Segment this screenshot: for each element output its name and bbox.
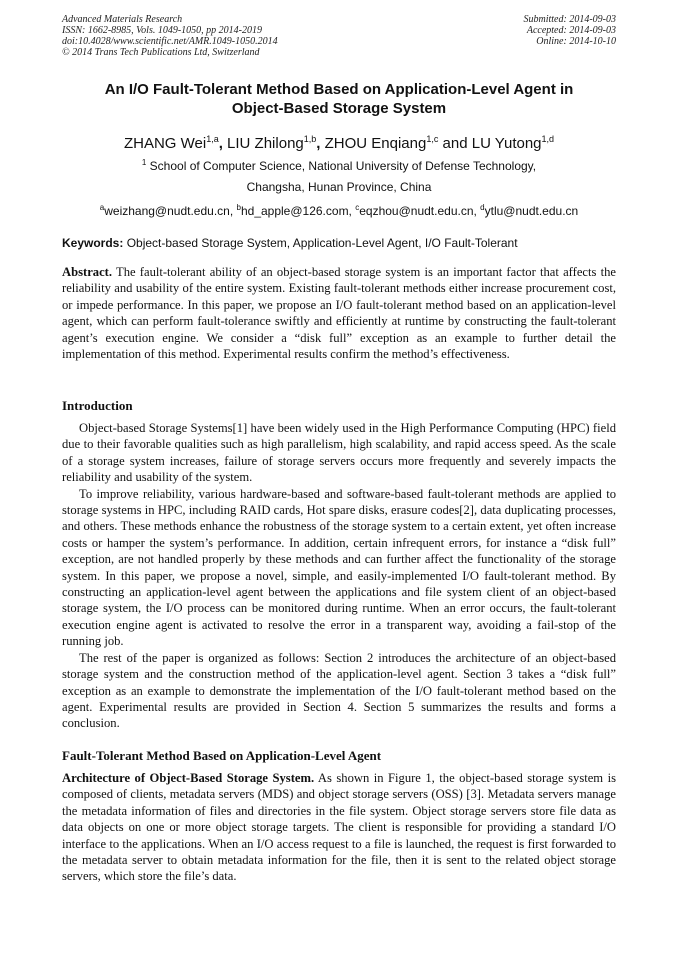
- keywords-text: Object-based Storage System, Application-Level Agent, I/O Fault-Tolerant: [123, 236, 518, 250]
- author-affiliation-mark: 1,a: [206, 134, 219, 144]
- paper-title: [62, 80, 616, 118]
- author-separator: ,: [316, 135, 325, 152]
- keywords-label: Keywords:: [62, 236, 124, 250]
- author-emails: [62, 201, 616, 218]
- submitted-date: Submitted: 2014-09-03: [523, 14, 616, 25]
- journal-name: Advanced Materials Research: [62, 14, 183, 25]
- online-date: Online: 2014-10-10: [536, 36, 616, 47]
- method-body: [62, 770, 616, 885]
- title-line-1: An I/O Fault-Tolerant Method Based on Application-Level Agent in: [104, 81, 574, 98]
- author-affiliation-mark: 1,b: [303, 134, 317, 144]
- introduction-heading: Introduction: [62, 398, 133, 413]
- affiliation-mark: 1: [141, 158, 147, 167]
- method-heading: Fault-Tolerant Method Based on Application-Level Agent: [62, 748, 382, 763]
- author-name: ZHANG Wei: [123, 135, 207, 152]
- author-affiliation-mark: 1,c: [426, 134, 439, 144]
- doi-line: doi:10.4028/www.scientific.net/AMR.1049-1050.2014: [62, 36, 278, 47]
- email-mark: d: [480, 203, 485, 212]
- author-name: LU Yutong: [471, 135, 542, 152]
- introduction-body: [62, 420, 616, 732]
- author-affiliation-mark: 1,d: [541, 134, 555, 144]
- paragraph: Object-based Storage Systems[1] have been widely used in the High Performance Computing (HPC) field due to their favorable qualities such as high parallelism, high scalability, and rapid access speed. As the scale of a storage system increases, failure of storage servers occurs more frequently and severely impacts the reliability and usability of the system.: [62, 421, 616, 485]
- abstract: [62, 264, 616, 362]
- abstract-label: Abstract.: [62, 265, 113, 279]
- paragraph: The rest of the paper is organized as follows: Section 2 introduces the architecture of an object-based storage system and the construction method of the application-level agent. Section 3 takes a “disk full” exception as an example to demonstrate the implementation of the I/O fault-tolerant method based on the agent. Experimental results are provided in Section 4. Section 5 summarizes the results and forms a conclusion.: [62, 650, 616, 731]
- email-address: weizhang@nudt.edu.cn,: [104, 204, 237, 218]
- email-address: eqzhou@nudt.edu.cn,: [359, 204, 481, 218]
- email-address: ytlu@nudt.edu.cn: [484, 204, 579, 218]
- email-mark: b: [236, 203, 241, 212]
- submission-dates: [416, 14, 616, 47]
- paragraph: To improve reliability, various hardware-based and software-based fault-tolerant methods are applied to storage systems in HPC, including RAID cards, Hot spare disks, erasure codes[2], data duplicating processes, and others. These methods enhance the robustness of the storage system to a certain extent, yet often increase costs or hamper the system’s performance. In addition, certain infrequent errors, for instance a “disk full” exception, are not handled properly by these methods and can further affect the functionality of the storage system. In this paper, we propose a novel, simple, and easily-implemented I/O fault-tolerant method. By constructing an application-level agent between the applications and file system client of an object-based storage system, the I/O process can be monitored during runtime. When an error occurs, the fault-tolerant execution engine agent is activated to resolve the error in a transparent way, avoiding a fail-stop of the running job.: [62, 486, 616, 649]
- affiliation-line-1: [62, 156, 616, 173]
- affiliation-line-2: Changsha, Hunan Province, China: [246, 180, 432, 194]
- affiliation-institution: School of Computer Science, National University of Defense Technology,: [146, 159, 537, 173]
- copyright-line: © 2014 Trans Tech Publications Ltd, Switzerland: [62, 47, 260, 58]
- author-separator: and: [438, 135, 472, 152]
- email-mark: c: [355, 203, 360, 212]
- subsection-text: As shown in Figure 1, the object-based storage system is composed of clients, metadata servers (MDS) and object storage servers (OSS) [3]. Metadata servers manage the metadata information of files and directories in the file system. Object storage servers store file data as data objects on one or more object storage targets. The client is responsible for providing a standard I/O interface to the applications. When an I/O access request to a file is launched, the request is first forwarded to the metadata server to obtain metadata information for the file, then it is sent to the related object storage servers, which store the file’s data.: [62, 771, 616, 884]
- issn-line: ISSN: 1662-8985, Vols. 1049-1050, pp 2014-2019: [62, 25, 262, 36]
- author-list: [62, 129, 616, 154]
- accepted-date: Accepted: 2014-09-03: [526, 25, 616, 36]
- email-mark: a: [99, 203, 105, 212]
- keywords: [62, 236, 616, 250]
- author-separator: ,: [218, 135, 228, 152]
- email-address: hd_apple@126.com,: [240, 204, 356, 218]
- publication-info: [62, 14, 392, 58]
- abstract-text: The fault-tolerant ability of an object-based storage system is an important factor that affects the reliability and usability of the entire system. Existing fault-tolerant methods either increase procurement cost, or impede performance. In this paper, we propose an I/O fault-tolerant method based on an application-level agent, which can perform fault-tolerance swiftly and efficiently at runtime by constructing the fault-tolerant agent’s execution engine. We consider a “disk full” exception as an example to further detail the implementation of this method. Experimental results confirm the method’s effectiveness.: [62, 265, 616, 362]
- author-name: ZHOU Enqiang: [324, 135, 427, 152]
- title-line-2: Object-Based Storage System: [231, 100, 447, 117]
- subsection-label: Architecture of Object-Based Storage System.: [62, 771, 315, 785]
- author-name: LIU Zhilong: [227, 135, 304, 152]
